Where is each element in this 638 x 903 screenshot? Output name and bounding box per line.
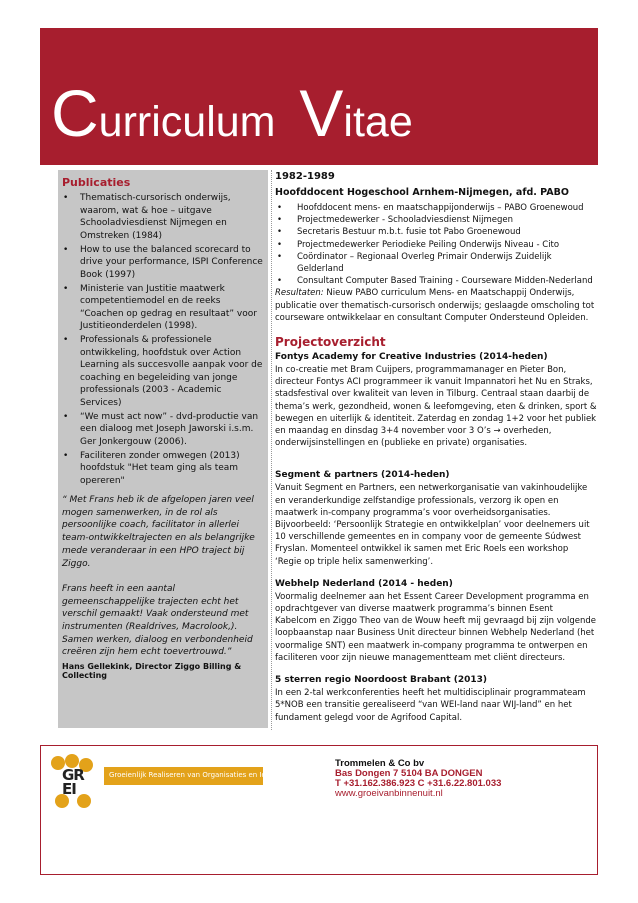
company-phone: T +31.162.386.923 C +31.6.22.801.033 <box>335 778 502 789</box>
results-label: Resultaten: <box>275 288 324 299</box>
publication-item: • Thematisch-cursorisch onderwijs, waarom, wat & hoe – uitgave Schooladviesdienst Nijmegen en Omstreken (1984) <box>58 192 266 242</box>
tagline-text: Groeienlijk Realiseren van Organisaties en Identiteit <box>109 771 292 779</box>
quote-paragraph: Frans heeft in een aantal gemeenschappelijke trajecten echt het verschil gemaakt! Vaak ondersteund met instrumenten (Realdrives, Macrolook,). Samen werken, dialoog en verbondenheid creëren zijn hem echt toevertrouwd.” <box>62 583 253 658</box>
contact-block <box>335 759 501 799</box>
publications-heading: Publicaties <box>62 176 131 189</box>
project-description: In co-creatie met Bram Cuijpers, programmamanager en Pieter Bon, directeur Fontys ACI programmeer ik vanuit Impannatori het Nu en Straks, stadsfestival over kwaliteit van leven in Tilburg. Centraal staan daarbij de thema’s werk, gezondheid, wonen & leefomgeving, eten & drinken, sport & bewegen en uiterlijk & identiteit. Zaterdag en zondag 1+2 voor het publiek en maandag en dinsdag 3+4 november voor 3 O’s → overheden, onderwijsinstellingen en (publieke en private) organisaties. <box>275 365 597 449</box>
footer-box <box>40 745 598 875</box>
publications-panel <box>58 170 268 728</box>
publication-item: • “We must act now” - dvd-productie van een dialoog met Joseph Jaworski i.s.m. Ger Jonkergouw (2006). <box>58 411 266 449</box>
role-item: • Projectmedewerker Periodieke Peiling Onderwijs Niveau - Cito <box>275 239 597 251</box>
project-title: Segment & partners (2014-heden) <box>275 470 450 481</box>
project-description: Voormalig deelnemer aan het Essent Career Development programma en opdrachtgever van diverse maatwerk programma’s binnen Esent Kabelcom en Ziggo Theo van de Wouw heeft mij gevraagd bij zijn volgende loopbaanstap naar Business Unit directeur binnen Webhelp Nederland (het voormalige SNT) een maatwerk in-company programma te ontwerpen en faciliteren voor zijn nieuwe managementteam met cliënt directeurs. <box>275 591 596 663</box>
greI-logo-icon <box>51 754 93 808</box>
publication-item: • Faciliteren zonder omwegen (2013) hoofdstuk "Het team ging als team opereren" <box>58 450 266 488</box>
project-title: 5 sterren regio Noordoost Brabant (2013) <box>275 675 488 686</box>
publication-item: • Professionals & professionele ontwikkeling, hoofdstuk over Action Learning als succesvolle aanpak voor de coaching en begeleiding van jonge professionals (2003 - Academic Services) <box>58 334 266 409</box>
role-item: • Coördinator – Regionaal Overleg Primair Onderwijs Zuidelijk Gelderland <box>275 251 597 275</box>
publication-item: • How to use the balanced scorecard to drive your performance, ISPI Conference Book (1997) <box>58 244 266 282</box>
title-initial-v: V <box>299 76 344 150</box>
column-divider <box>271 170 272 730</box>
company-name: Trommelen & Co bv <box>335 758 425 769</box>
project-title: Fontys Academy for Creative Industries (2014-heden) <box>275 352 548 363</box>
header-banner <box>40 28 598 165</box>
roles-list <box>275 202 597 287</box>
projects-heading: Projectoverzicht <box>275 335 386 350</box>
project-title: Webhelp Nederland (2014 - heden) <box>275 578 453 589</box>
logo-text: GR EI <box>62 766 84 798</box>
results-text: Nieuw PABO curriculum Mens- en Maatschappij Onderwijs, publicatie over thematisch-cursorisch onderwijs; geslaagde omscholing tot courseware ontwikkelaar en consultant Computer Ondersteund Opleiden. <box>275 288 595 323</box>
employer-title: Hoofddocent Hogeschool Arnhem-Nijmegen, afd. PABO <box>275 187 569 198</box>
page-title <box>51 76 413 150</box>
role-item: • Projectmedewerker - Schooladviesdienst Nijmegen <box>275 214 597 226</box>
project-description: Vanuit Segment en Partners, een netwerkorganisatie van vakinhoudelijke en veranderkundige zelfstandige professionals, verzorg ik open en maatwerk in-company programma’s voor overheidsorganisaties. Bijvoorbeeld: ‘Persoonlijk Strategie en ontwikkelplan’ voor deelnemers uit 10 verschillende gemeentes en in company voor de gemeente Súdwest Fryslan. Momenteel ontwikkel ik samen met Eric Roels een workshop ‘Regie op triple helix samenwerking’. <box>275 483 590 567</box>
results-paragraph <box>275 287 597 324</box>
publications-list <box>58 192 266 489</box>
project-description: In een 2-tal werkconferenties heeft het multidisciplinair programmateam 5*NOB een transitie gerealiseerd “van WEI-land naar WIJ-land” en het fundament gelegd voor de Agrifood Capital. <box>275 688 586 723</box>
experience-column <box>275 170 597 724</box>
quote-paragraph: “ Met Frans heb ik de afgelopen jaren veel mogen samenwerken, in de rol als persoonlijke coach, facilitator in allerlei team-ontwikkeltrajecten en als belangrijke mede veranderaar in een HPO traject bij Ziggo. <box>62 495 255 569</box>
period-year: 1982-1989 <box>275 171 335 182</box>
website-link[interactable]: www.groeivanbinnenuit.nl <box>335 788 443 799</box>
role-item: • Hoofddocent mens- en maatschappijonderwijs – PABO Groenewoud <box>275 202 597 214</box>
testimonial-quote <box>62 494 266 672</box>
publication-item: • Ministerie van Justitie maatwerk competentiemodel en de reeks “Coachen op gedrag en resultaat” voor Justitieonderdelen (1998). <box>58 283 266 333</box>
title-initial-c: C <box>51 76 99 150</box>
quote-signature: Hans Gellekink, Director Ziggo Billing & Collecting <box>62 662 242 680</box>
title-rest-1: urriculum <box>98 98 276 146</box>
role-item: • Consultant Computer Based Training - Courseware Midden-Nederland <box>275 275 597 287</box>
company-address: Bas Dongen 7 5104 BA DONGEN <box>335 768 483 779</box>
role-item: • Secretaris Bestuur m.b.t. fusie tot Pabo Groenewoud <box>275 226 597 238</box>
title-rest-2: itae <box>343 98 413 146</box>
tagline-bar <box>104 767 292 785</box>
